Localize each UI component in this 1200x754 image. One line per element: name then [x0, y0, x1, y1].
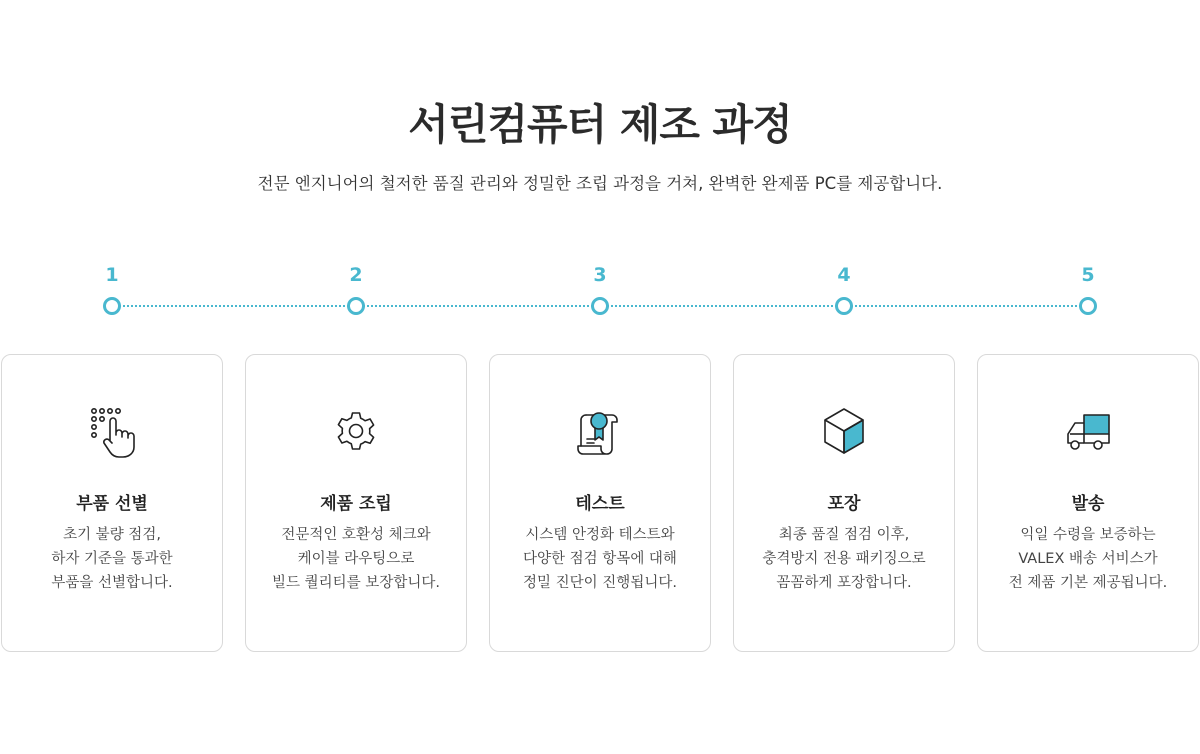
page-subtitle: 전문 엔지니어의 철저한 품질 관리와 정밀한 조립 과정을 거쳐, 완벽한 완제품 PC를 제공합니다. — [257, 174, 943, 193]
timeline-step-3 — [580, 260, 620, 315]
card-description-line: 익일 수령을 보증하는 — [1020, 527, 1156, 543]
process-card-shipping — [977, 354, 1199, 652]
package-box-icon — [816, 405, 872, 461]
card-description-line: 정밀 진단이 진행됩니다. — [523, 575, 677, 591]
timeline-step-5 — [1068, 260, 1108, 315]
step-dot-marker — [103, 297, 121, 315]
card-description-line: 다양한 점검 항목에 대해 — [523, 551, 677, 567]
step-dot-marker — [591, 297, 609, 315]
delivery-truck-icon — [1060, 405, 1116, 461]
card-description-line: 부품을 선별합니다. — [51, 575, 173, 591]
card-description-line: 최종 품질 점검 이후, — [778, 527, 910, 543]
card-description-line: 빌드 퀄리티를 보장합니다. — [272, 575, 440, 591]
certificate-scroll-icon — [572, 405, 628, 461]
step-number: 2 — [349, 264, 363, 286]
card-description-line: 초기 불량 점검, — [63, 527, 161, 543]
step-dot-marker — [835, 297, 853, 315]
process-card-assembly — [245, 354, 467, 652]
process-cards — [0, 354, 1200, 654]
card-description — [246, 523, 466, 595]
card-description-line: VALEX 배송 서비스가 — [1018, 551, 1158, 567]
step-number: 1 — [105, 264, 119, 286]
process-card-packaging — [733, 354, 955, 652]
step-dot-marker — [347, 297, 365, 315]
card-description — [490, 523, 710, 595]
card-title: 제품 조립 — [320, 494, 392, 514]
process-card-testing — [489, 354, 711, 652]
card-description-line: 충격방지 전용 패키징으로 — [762, 551, 926, 567]
timeline-step-2 — [336, 260, 376, 315]
card-title: 테스트 — [575, 494, 625, 514]
card-description-line: 하자 기준을 통과한 — [51, 551, 173, 567]
card-description — [2, 523, 222, 595]
touch-select-icon — [84, 405, 140, 461]
card-description — [734, 523, 954, 595]
card-description-line: 꼼꼼하게 포장합니다. — [776, 575, 912, 591]
step-number: 5 — [1081, 264, 1095, 286]
card-description — [978, 523, 1198, 595]
step-number: 4 — [837, 264, 851, 286]
step-dot-marker — [1079, 297, 1097, 315]
card-description-line: 전 제품 기본 제공됩니다. — [1008, 575, 1168, 591]
card-title: 발송 — [1071, 494, 1105, 514]
card-description-line: 전문적인 호환성 체크와 — [281, 527, 431, 543]
card-description-line: 시스템 안정화 테스트와 — [525, 527, 675, 543]
card-title: 포장 — [827, 494, 861, 514]
process-timeline — [0, 260, 1200, 320]
timeline-step-4 — [824, 260, 864, 315]
page-title: 서린컴퓨터 제조 과정 — [408, 100, 792, 149]
card-description-line: 케이블 라우팅으로 — [297, 551, 415, 567]
card-title: 부품 선별 — [76, 494, 148, 514]
step-number: 3 — [593, 264, 607, 286]
timeline-step-1 — [92, 260, 132, 315]
process-card-parts-selection — [1, 354, 223, 652]
gear-icon — [328, 405, 384, 461]
